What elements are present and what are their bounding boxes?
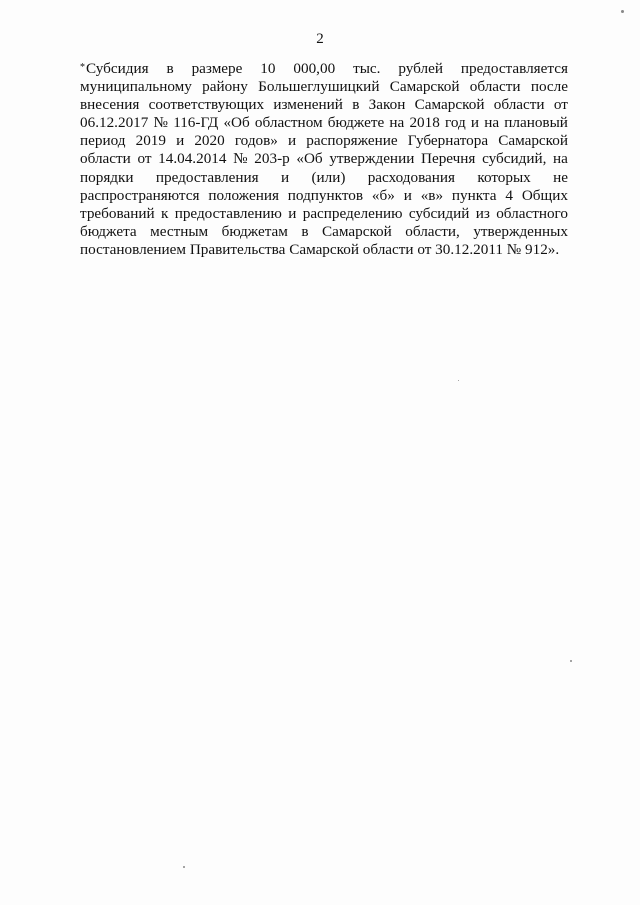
footnote-word: бюджета (80, 222, 137, 240)
footnote-word: «Об (223, 114, 250, 132)
footnote-word: предоставляется (460, 60, 568, 77)
footnote-word: на (484, 114, 500, 132)
footnote-word: тыс. (353, 60, 381, 77)
footnote-line (80, 60, 568, 78)
footnote-line: постановлением Правительства Самарской области от 30.12.2011 № 912». (80, 240, 560, 258)
footnote-line (80, 150, 568, 168)
footnote-word: Закон (368, 96, 406, 114)
footnote-word: в (352, 96, 360, 114)
footnote-word: области (493, 96, 545, 114)
footnote-word: и (176, 132, 185, 150)
footnote-word: положения (208, 186, 279, 204)
footnote-word: 203-р (254, 150, 290, 168)
footnote-word: 4 (505, 186, 513, 204)
footnote-word: к (160, 204, 169, 222)
footnote-line (80, 114, 568, 132)
footnote-word: предоставлению (174, 204, 282, 222)
footnote-word: на (553, 150, 568, 168)
scan-speck (570, 660, 572, 662)
footnote-word: 116-ГД (173, 114, 219, 132)
footnote-word: 10 (260, 60, 276, 77)
footnote-word: от (137, 150, 152, 168)
footnote-line (80, 132, 568, 150)
footnote-word: Губернатора (407, 132, 489, 150)
footnote-word: и (280, 168, 290, 186)
footnote-word: Общих (521, 186, 568, 204)
footnote-line (80, 187, 568, 205)
footnote-line (80, 96, 568, 114)
footnote-word: Большеглушицкий (258, 78, 380, 96)
footnote-marker: * (80, 62, 85, 73)
footnote-word: и (288, 132, 297, 150)
footnote-word: после (530, 78, 568, 96)
footnote-word: размере (191, 60, 243, 77)
footnote-word: областном (254, 114, 323, 132)
footnote-word: распространяются (80, 186, 200, 204)
footnote-word: «Об (296, 150, 323, 168)
footnote-word: в (166, 60, 174, 77)
footnote-word: Перечня (420, 150, 476, 168)
footnote-word: «б» (371, 186, 395, 204)
footnote-word: пункта (451, 186, 497, 204)
scan-speck (458, 380, 459, 381)
footnote-word: местным (150, 222, 209, 240)
footnote-word: распределению (302, 204, 403, 222)
footnote-word: Самарской (389, 78, 460, 96)
footnote-word: муниципальному (80, 78, 192, 96)
footnote-word: и (288, 204, 297, 222)
footnote-word: год (445, 114, 466, 132)
footnote-word: подпунктов (287, 186, 364, 204)
footnote-line (80, 223, 568, 241)
footnote-word: «в» (420, 186, 444, 204)
footnote-block (80, 60, 568, 259)
footnote-word: утвержденных (473, 222, 568, 240)
footnote-word: (или) (311, 168, 346, 186)
footnote-word: *Субсидия (80, 60, 149, 77)
page-number: 2 (316, 31, 324, 47)
footnote-word: 14.04.2014 (158, 150, 227, 168)
footnote-word: 2019 (135, 132, 166, 150)
footnote-word: годов» (234, 132, 278, 150)
footnote-word: которых (477, 168, 531, 186)
footnote-word: рублей (398, 60, 443, 77)
footnote-word: расходования (367, 168, 456, 186)
footnote-word: не (553, 168, 568, 186)
footnote-word: и (470, 114, 480, 132)
footnote-word: бюджетам (221, 222, 288, 240)
footnote-word: и (403, 186, 412, 204)
footnote-word: 2018 (409, 114, 440, 132)
footnote-word: в (301, 222, 309, 240)
footnote-word: утверждении (329, 150, 415, 168)
footnote-word: распоряжение (306, 132, 398, 150)
footnote-word: № (233, 150, 248, 168)
footnote-word: 06.12.2017 (80, 114, 149, 132)
footnote-word: Самарской (414, 96, 485, 114)
footnote-word: изменений (273, 96, 343, 114)
footnote-line (80, 169, 568, 187)
footnote-line (80, 78, 568, 96)
footnote-word: плановый (504, 114, 568, 132)
footnote-word: области (469, 78, 521, 96)
scan-speck (621, 10, 624, 13)
footnote-word: бюджете (327, 114, 385, 132)
footnote-word: 2020 (194, 132, 225, 150)
footnote-word: области (80, 150, 131, 168)
footnote-word: Самарской (322, 222, 392, 240)
footnote-word: областного (496, 204, 568, 222)
footnote-word: порядки (80, 168, 134, 186)
footnote-word: району (202, 78, 248, 96)
footnote-word: Самарской (498, 132, 568, 150)
footnote-word: на (389, 114, 405, 132)
footnote-word: требований (80, 204, 155, 222)
footnote-word: 000,00 (293, 60, 336, 77)
footnote-word: № (153, 114, 169, 132)
scan-speck (183, 866, 185, 868)
footnote-word: субсидий, (482, 150, 547, 168)
footnote-word: соответствующих (148, 96, 265, 114)
footnote-word: предоставления (155, 168, 259, 186)
footnote-word: из (475, 204, 490, 222)
footnote-word: субсидий (408, 204, 470, 222)
footnote-word: области, (405, 222, 460, 240)
footnote-line (80, 205, 568, 223)
footnote-word: от (553, 96, 568, 114)
footnote-word: внесения (80, 96, 140, 114)
footnote-word: период (80, 132, 126, 150)
